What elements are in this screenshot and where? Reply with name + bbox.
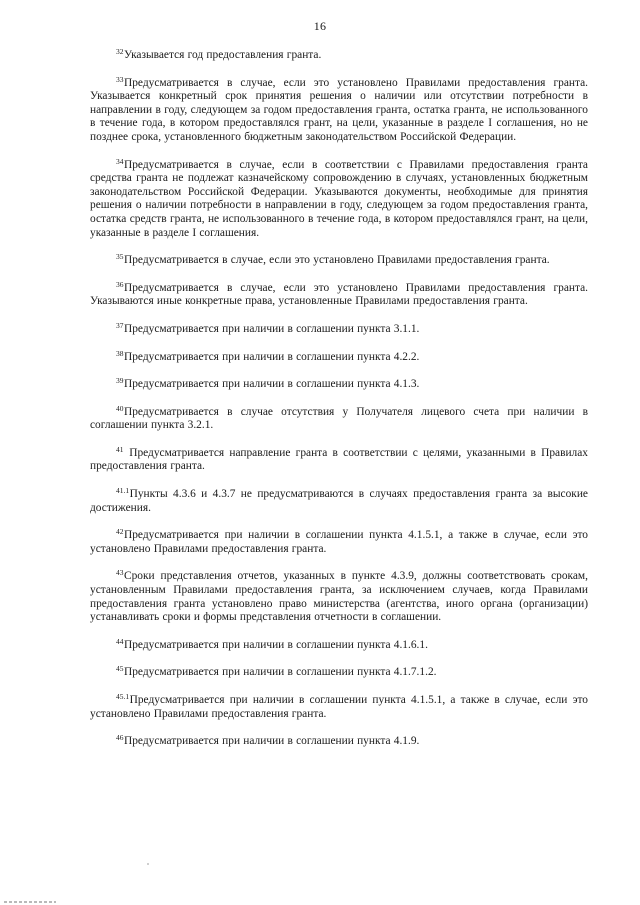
footnote-32	[90, 49, 588, 63]
footnote-46	[90, 735, 588, 749]
footnote-mark: 39	[116, 376, 124, 386]
footnote-45	[90, 666, 588, 680]
footnote-text: Предусматривается в случае, если в соответствии с Правилами предоставления гранта средства гранта не подлежат казначейскому сопровождению в случаях, установленных бюджетным законодательством Российской Федерации. Указываются документы, необходимые для принятия решения о наличии потребности в направлении в году, следующем за годом предоставления гранта, остатка средств гранта, не использованного в течение года, в котором предоставлялся грант, на цели, указанные в разделе I соглашения.	[90, 158, 588, 239]
footnote-36	[90, 279, 588, 309]
footnote-text: Предусматривается в случае, если это установлено Правилами предоставления гранта. Указываются иные конкретные права, установленные Правилами предоставления гранта.	[90, 281, 588, 308]
footnote-mark: 41.1	[116, 486, 130, 496]
scan-speck	[147, 863, 149, 865]
footnote-text: Предусматривается при наличии в соглашении пункта 4.2.2.	[124, 350, 420, 363]
footnote-41-1	[90, 488, 588, 515]
footnote-text: Сроки представления отчетов, указанных в пункте 4.3.9, должны соответствовать срокам, установленным Правилами предоставления гранта, за исключением случаев, когда Правилами предоставления гранта установлено право министерства (агентства, иного органа (организации) устанавливать сроки и формы представления отчетности в соглашении.	[90, 570, 588, 624]
footnote-45-1	[90, 694, 588, 721]
footnote-39	[90, 378, 588, 392]
footnote-mark: 45	[116, 664, 124, 674]
footnotes-list	[90, 49, 588, 763]
footnote-text: Предусматривается при наличии в соглашении пункта 4.1.5.1, а также в случае, если это установлено Правилами предоставления гранта.	[90, 694, 588, 720]
footnote-mark: 38	[116, 348, 124, 358]
footnote-mark: 46	[116, 733, 124, 743]
footnote-mark: 37	[116, 320, 124, 330]
footnote-mark: 34	[116, 156, 124, 166]
footnote-38	[90, 348, 588, 365]
footnote-text: Предусматривается при наличии в соглашении пункта 4.1.5.1, а также в случае, если это установлено Правилами предоставления гранта.	[90, 529, 588, 555]
footnote-mark: 41	[116, 444, 124, 454]
footnote-mark: 36	[116, 279, 124, 289]
footnote-35	[90, 254, 588, 268]
footnote-text: Предусматривается при наличии в соглашении пункта 3.1.1.	[124, 322, 420, 335]
footnote-37	[90, 320, 588, 337]
footnote-mark: 40	[116, 403, 124, 413]
footnote-mark: 33	[116, 74, 124, 84]
footnote-mark: 32	[116, 47, 124, 56]
footnote-mark: 43	[116, 568, 124, 578]
footnote-mark: 44	[116, 636, 124, 646]
footnote-text: Пункты 4.3.6 и 4.3.7 не предусматриваются в случаях предоставления гранта за высокие достижения.	[90, 488, 588, 514]
footnote-mark: 42	[116, 527, 124, 537]
footnote-43	[90, 570, 588, 624]
page-number: 16	[313, 19, 327, 33]
footnote-text: Предусматривается при наличии в соглашении пункта 4.1.3.	[124, 378, 420, 391]
footnote-40	[90, 403, 588, 433]
footnote-text: Предусматривается направление гранта в соответствии с целями, указанными в Правилах предоставления гранта.	[90, 446, 588, 473]
footnote-text: Предусматривается при наличии в соглашении пункта 4.1.6.1.	[124, 638, 428, 651]
footnote-33	[90, 74, 588, 145]
footnote-34	[90, 156, 588, 241]
footnote-text: Предусматривается в случае отсутствия у Получателя лицевого счета при наличии в соглашении пункта 3.2.1.	[90, 405, 588, 432]
footnote-text: Предусматривается в случае, если это установлено Правилами предоставления гранта.	[124, 254, 550, 267]
footnote-text: Указывается год предоставления гранта.	[124, 49, 322, 61]
scan-edge-mark	[4, 901, 56, 903]
footnote-text: Предусматривается в случае, если это установлено Правилами предоставления гранта. Указывается конкретный срок принятия решения о наличии или отсутствии потребности в направлении в году, следующем за годом предоставления гранта, остатка гранта, не использованного в течение года, в котором предоставлялся грант, на цели, указанные в разделе I соглашения, но не позднее срока, установленного бюджетным законодательством Российской Федерации.	[90, 76, 588, 143]
footnote-text: Предусматривается при наличии в соглашении пункта 4.1.7.1.2.	[124, 666, 437, 679]
footnote-text: Предусматривается при наличии в соглашении пункта 4.1.9.	[124, 735, 420, 748]
footnote-44	[90, 636, 588, 653]
footnote-41	[90, 444, 588, 474]
footnote-mark: 45.1	[116, 692, 130, 701]
footnote-42	[90, 529, 588, 556]
footnote-mark: 35	[116, 252, 124, 262]
